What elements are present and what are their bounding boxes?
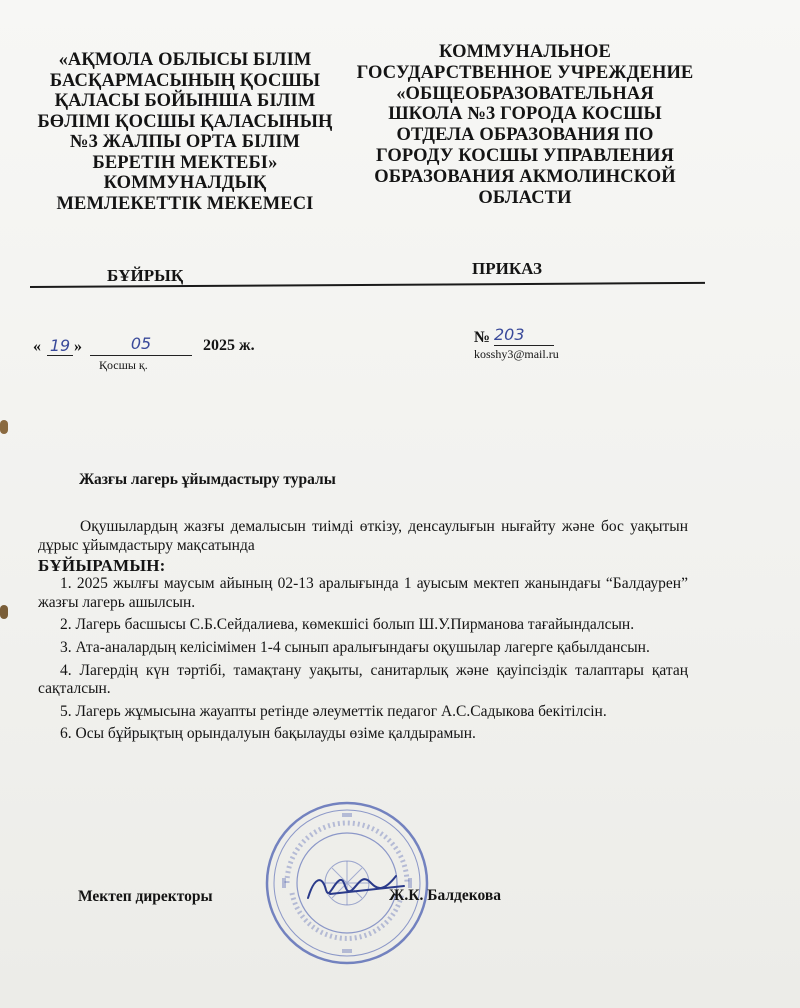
order-item: 5. Лагерь жұмысына жауапты ретінде әлеуметтік педагог А.С.Садыкова бекітілсін. [60,702,607,720]
org-ru-line: ОБРАЗОВАНИЯ АКМОЛИНСКОЙ [374,166,676,187]
binder-hole [0,420,8,434]
order-item: 1. 2025 жылғы маусым айының 02-13 аралығында 1 ауысым мектеп жанындағы “Балдаурен” жазғы лагерь ашылсын. [38,575,688,611]
org-ru-line: ОТДЕЛА ОБРАЗОВАНИЯ ПО [396,125,654,146]
order-number-sign: № [474,329,491,346]
city-label: Қосшы қ. [99,358,148,372]
date-month: 05 [90,334,192,356]
org-ru-line: ГОРОДУ КОСШЫ УПРАВЛЕНИЯ [375,145,674,166]
order-keyword: БҰЙЫРАМЫН: [38,556,166,576]
signatory-name: Ж.К. Балдекова [389,887,501,904]
date-quote-open: « [33,338,41,355]
org-kz-line: КОММУНАЛДЫҚ [103,173,267,193]
binder-hole [0,605,8,619]
org-ru-line: ГОСУДАРСТВЕННОЕ УЧРЕЖДЕНИЕ [356,62,694,83]
org-kz-line: БАСҚАРМАСЫНЫҢ ҚОСШЫ [49,70,321,91]
org-kz-line: БӨЛІМІ ҚОСШЫ ҚАЛАСЫНЫҢ [37,111,333,132]
date-quote-close: » [74,338,82,355]
doc-type-kazakh: БҰЙРЫҚ [107,266,184,285]
order-item: 3. Ата-аналардың келісімімен 1-4 сынып аралығындағы оқушылар лагерге қабылдансын. [60,638,650,656]
org-name-russian [345,42,705,208]
order-item: 4. Лагердің күн тәртібі, тамақтану уақыты, санитарлық және қауіпсіздік талаптары қатаң сақталсын. [38,661,688,698]
org-name-kazakh [35,50,335,214]
date-day: 19 [47,336,73,356]
org-ru-line: КОММУНАЛЬНОЕ [439,42,611,62]
school-email: kosshy3@mail.ru [474,347,559,361]
org-ru-line: ОБЛАСТИ [478,187,572,208]
order-subject: Жазғы лагерь ұйымдастыру туралы [79,471,336,488]
org-kz-line: ҚАЛАСЫ БОЙЫНША БІЛІМ [54,91,316,111]
order-item: 2. Лагерь басшысы С.Б.Сейдалиева, көмекшісі болып Ш.У.Пирманова тағайындалсын. [60,616,635,634]
intro-paragraph: Оқушылардың жазғы демалысын тиімді өткізу, денсаулығын нығайту және бос уақытын дұрыс ұйымдастыру мақсатында [38,518,688,554]
date-year: 2025 ж. [203,337,255,354]
order-body [38,518,688,748]
org-kz-line: МЕМЛЕКЕТТІК МЕКЕМЕСІ [56,193,314,214]
org-ru-line: «ОБЩЕОБРАЗОВАТЕЛЬНАЯ [396,83,654,104]
org-ru-line: ШКОЛА №3 ГОРОДА КОСШЫ [388,104,662,125]
org-kz-line: «АҚМОЛА ОБЛЫСЫ БІЛІМ [58,50,312,70]
order-item: 6. Осы бұйрықтың орындалуын бақылауды өзіме қалдырамын. [60,725,476,743]
org-kz-line: БЕРЕТІН МЕКТЕБІ» [92,152,278,173]
signatory-title: Мектеп директоры [78,888,213,905]
doc-type-russian: ПРИКАЗ [472,259,542,278]
org-kz-line: №3 ЖАЛПЫ ОРТА БІЛІМ [69,132,301,152]
order-number: 203 [494,325,554,346]
